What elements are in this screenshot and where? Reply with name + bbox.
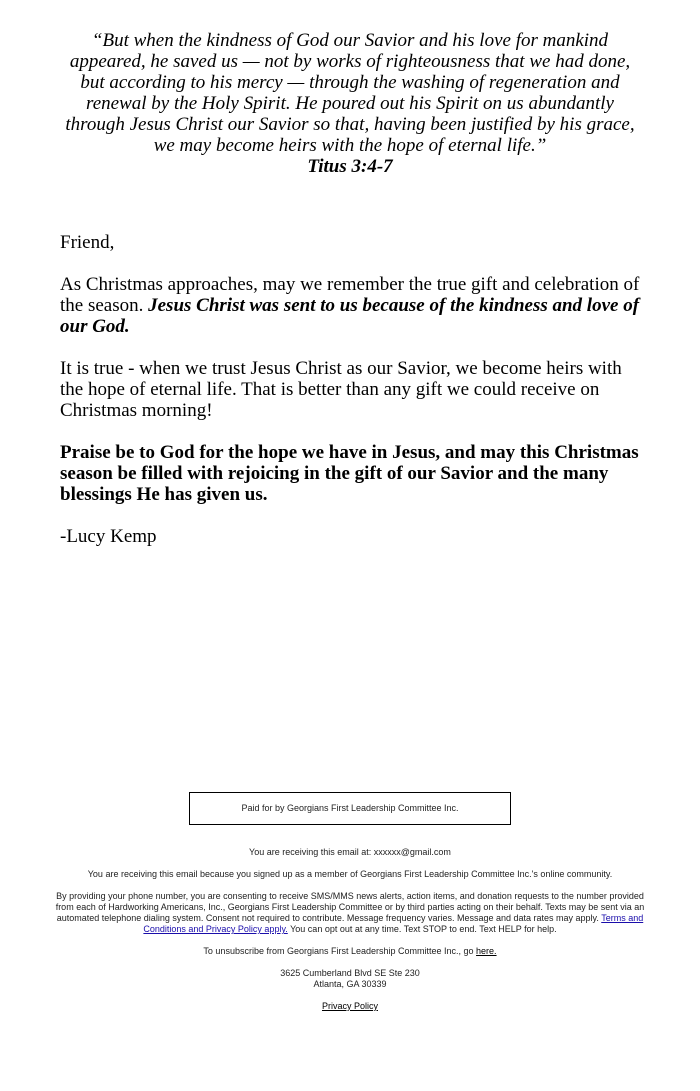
paragraph-1-emphasis: Jesus Christ was sent to us because of the kindness and love of our God.	[60, 295, 640, 337]
terms-link[interactable]: Terms and Conditions and Privacy Policy apply.	[143, 913, 644, 934]
sms-text: By providing your phone number, you are consenting to receive SMS/MMS news alerts, action items, and donation requests to the number provided from each of Hardworking Americans, Inc., Georgians First Leadership Committee or by third parties acting on their behalf. Texts may be sent via an automated telephone dialing system. Consent not required to contribute. Message frequency varies. Message and data rates may apply.	[55, 891, 645, 923]
paid-for-disclaimer: Paid for by Georgians First Leadership Committee Inc.	[189, 792, 511, 825]
paragraph-1-text: As Christmas approaches, may we remember the true gift and celebration of the season.	[60, 274, 640, 316]
recipient-email: xxxxxx@gmail.com	[373, 847, 451, 857]
receiving-notice	[50, 847, 650, 858]
letter-body	[60, 232, 640, 568]
member-notice: You are receiving this email because you signed up as a member of Georgians First Leadership Committee Inc.'s online community.	[87, 869, 613, 879]
receiving-prefix: You are receiving this email at:	[249, 847, 374, 857]
unsubscribe-link[interactable]: here.	[476, 946, 497, 956]
address-line-2: Atlanta, GA 30339	[313, 979, 387, 989]
signature: -Lucy Kemp	[60, 526, 157, 547]
quote-reference: Titus 3:4-7	[307, 156, 393, 177]
unsubscribe-prefix: To unsubscribe from Georgians First Leadership Committee Inc., go	[203, 946, 477, 956]
privacy-policy-link[interactable]: Privacy Policy	[321, 1001, 378, 1011]
greeting: Friend,	[60, 232, 115, 253]
sms-text-end: You can opt out at any time. Text STOP to end. Text HELP for help.	[287, 924, 557, 934]
sms-consent	[50, 891, 650, 935]
address-line-1: 3625 Cumberland Blvd SE Ste 230	[280, 968, 420, 978]
paragraph-3: Praise be to God for the hope we have in Jesus, and may this Christmas season be filled with rejoicing in the gift of our Savior and the many blessings He has given us.	[60, 442, 639, 505]
scripture-quote	[60, 30, 640, 177]
unsubscribe-notice	[50, 946, 650, 957]
email-footer	[50, 792, 650, 1012]
quote-text: “But when the kindness of God our Savior and his love for mankind appeared, he saved us — not by works of righteousness that we had done, but according to his mercy — through the washing of regeneration and renewal by the Holy Spirit. He poured out his Spirit on us abundantly through Jesus Christ our Savior so that, having been justified by his grace, we may become heirs with the hope of eternal life.”	[65, 30, 635, 156]
paragraph-1	[60, 274, 640, 337]
paragraph-2: It is true - when we trust Jesus Christ as our Savior, we become heirs with the hope of eternal life. That is better than any gift we could receive on Christmas morning!	[60, 358, 622, 421]
